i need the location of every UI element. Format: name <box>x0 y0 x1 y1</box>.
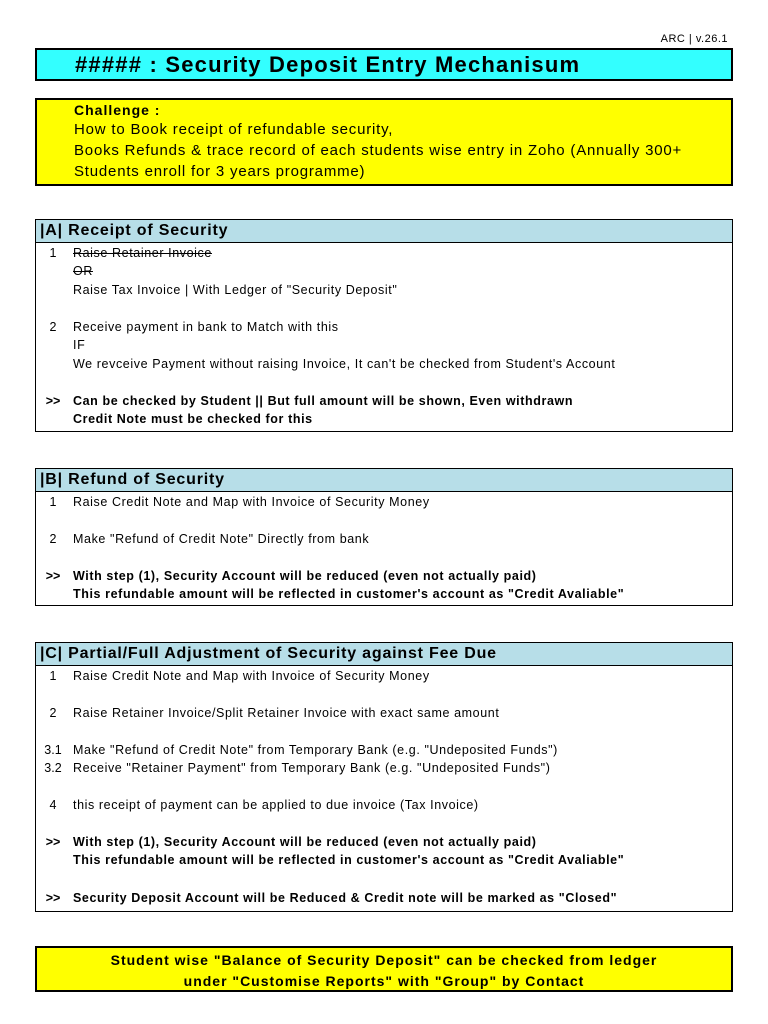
step-number: 1 <box>49 246 57 260</box>
note-text: With step (1), Security Account will be reduced (even not actually paid) <box>73 835 537 849</box>
step-text: Raise Retainer Invoice/Split Retainer Invoice with exact same amount <box>73 706 500 720</box>
step-text: Raise Credit Note and Map with Invoice of Security Money <box>73 669 430 683</box>
step-text: IF <box>73 338 86 352</box>
footer-note-box <box>35 946 733 992</box>
step-number: 1 <box>49 495 57 509</box>
note-text: With step (1), Security Account will be reduced (even not actually paid) <box>73 569 537 583</box>
note-text: This refundable amount will be reflected in customer's account as "Credit Avaliable" <box>73 853 625 867</box>
step-number: 2 <box>49 706 57 720</box>
step-text: Make "Refund of Credit Note" Directly from bank <box>73 532 370 546</box>
step-text: Raise Tax Invoice | With Ledger of "Security Deposit" <box>73 283 398 297</box>
section-header: |A| Receipt of Security <box>36 220 732 243</box>
step-number: 1 <box>49 669 57 683</box>
section-header: |C| Partial/Full Adjustment of Security against Fee Due <box>36 643 732 666</box>
page-title: ##### : Security Deposit Entry Mechanisum <box>75 52 581 77</box>
challenge-heading: Challenge : <box>74 102 161 118</box>
arrow-marker: >> <box>45 835 61 849</box>
note-text: Security Deposit Account will be Reduced & Credit note will be marked as "Closed" <box>73 891 618 905</box>
step-text: Raise Credit Note and Map with Invoice of Security Money <box>73 495 430 509</box>
arrow-marker: >> <box>45 394 61 408</box>
footer-note-line: under "Customise Reports" with "Group" by Contact <box>183 973 585 989</box>
arrow-marker: >> <box>45 891 61 905</box>
section-refund-of-security <box>35 468 733 606</box>
step-text: Receive "Retainer Payment" from Temporary Bank (e.g. "Undeposited Funds") <box>73 761 551 775</box>
step-text: We revceive Payment without raising Invoice, It can't be checked from Student's Account <box>73 357 616 371</box>
version-label: ARC | v.26.1 <box>660 33 728 45</box>
section-header: |B| Refund of Security <box>36 469 732 492</box>
step-text: Raise Retainer Invoice <box>73 246 212 260</box>
challenge-line: How to Book receipt of refundable security, <box>74 121 394 138</box>
step-text: Make "Refund of Credit Note" from Temporary Bank (e.g. "Undeposited Funds") <box>73 743 558 757</box>
note-text: Credit Note must be checked for this <box>73 412 313 426</box>
arrow-marker: >> <box>45 569 61 583</box>
step-text: Receive payment in bank to Match with this <box>73 320 339 334</box>
challenge-line: Students enroll for 3 years programme) <box>74 163 366 180</box>
section-partial-full-adjustment <box>35 642 733 912</box>
step-text: OR <box>73 264 93 278</box>
step-number: 2 <box>49 532 57 546</box>
step-number: 3.2 <box>44 761 62 775</box>
section-receipt-of-security <box>35 219 733 432</box>
note-text: Can be checked by Student || But full amount will be shown, Even withdrawn <box>73 394 574 408</box>
step-text: this receipt of payment can be applied to due invoice (Tax Invoice) <box>73 798 479 812</box>
step-number: 3.1 <box>44 743 62 757</box>
step-number: 2 <box>49 320 57 334</box>
challenge-box <box>35 98 733 186</box>
footer-note-line: Student wise "Balance of Security Deposit" can be checked from ledger <box>110 952 658 968</box>
title-banner <box>35 48 733 81</box>
note-text: This refundable amount will be reflected in customer's account as "Credit Avaliable" <box>73 587 625 601</box>
step-number: 4 <box>49 798 57 812</box>
challenge-line: Books Refunds & trace record of each students wise entry in Zoho (Annually 300+ <box>74 142 683 159</box>
